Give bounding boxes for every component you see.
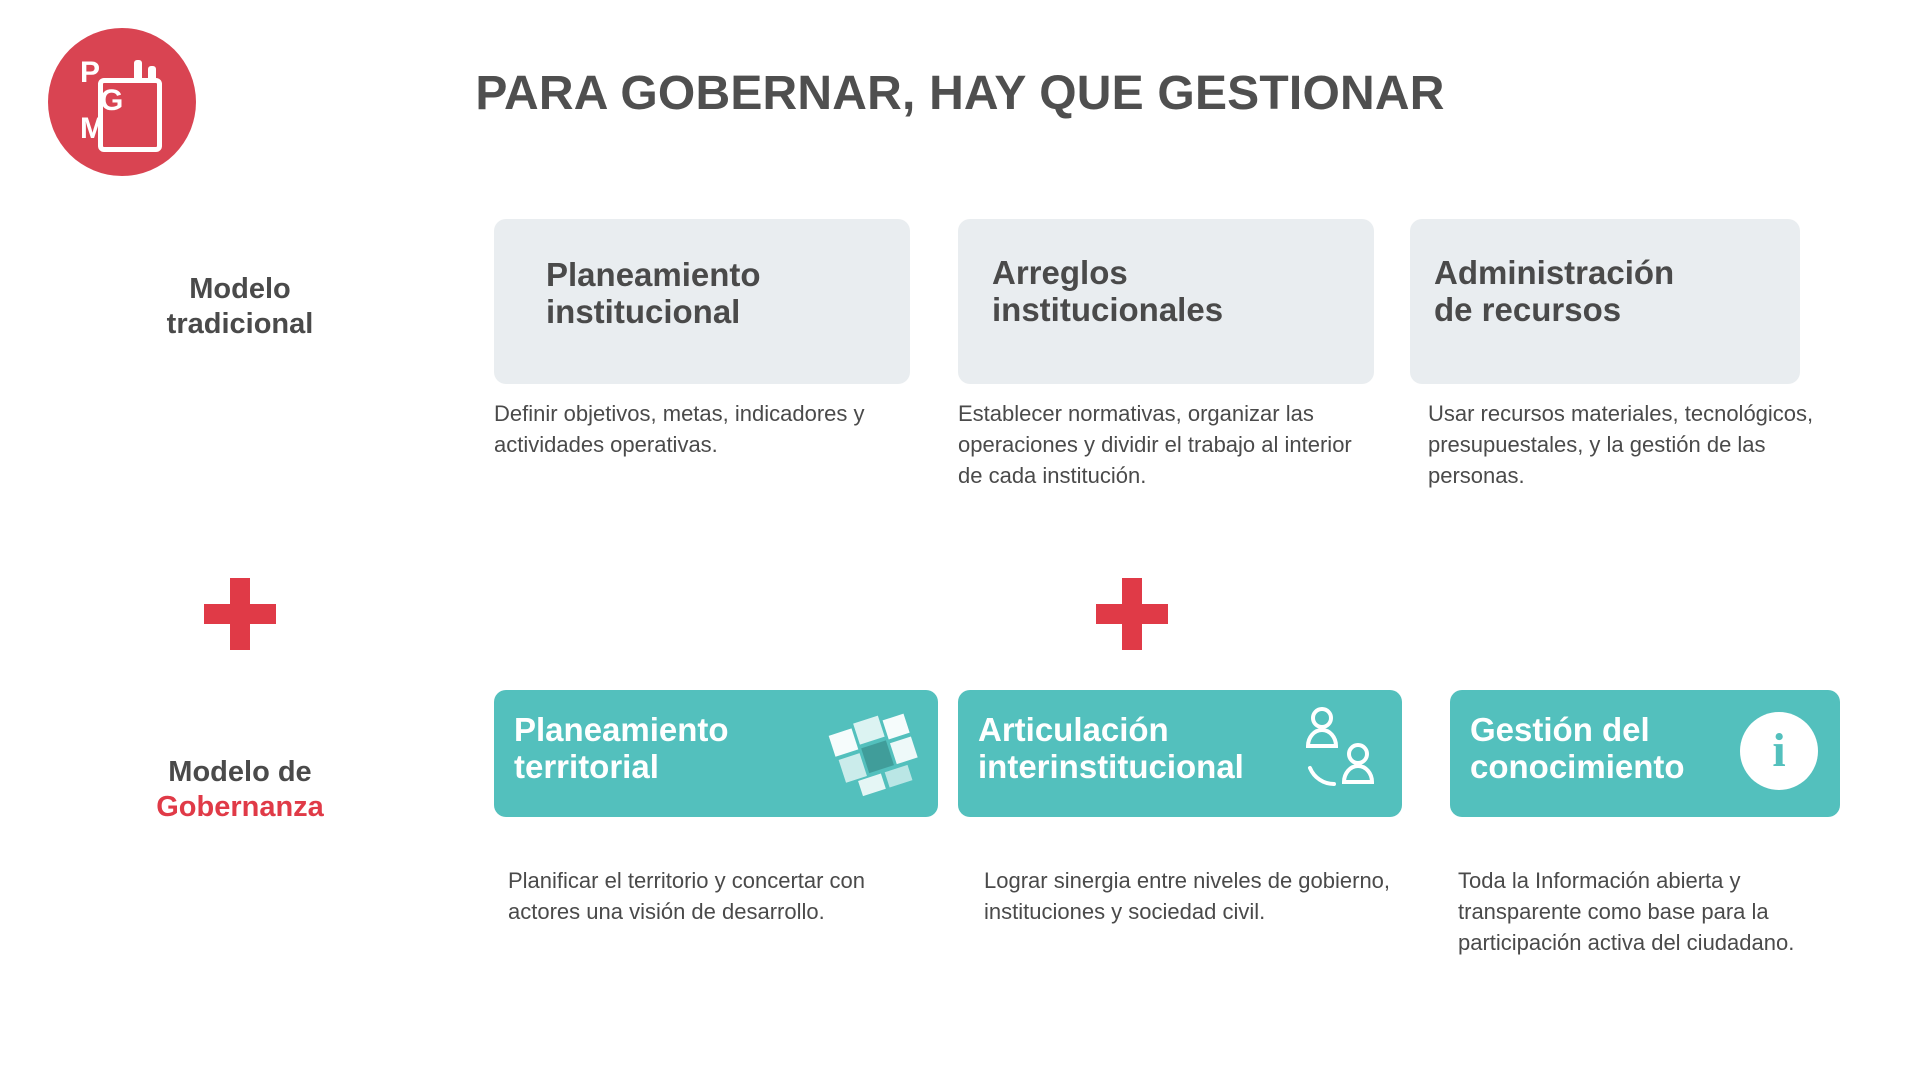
card-title-line1: Administración: [1434, 254, 1675, 291]
card-description-articulacion-interinstitucional: Lograr sinergia entre niveles de gobierno, instituciones y sociedad civil.: [984, 868, 1391, 925]
territory-map-icon: [828, 704, 924, 800]
card-title: [978, 712, 1244, 786]
card-title-line2: territorial: [514, 747, 659, 785]
info-glyph: i: [1772, 724, 1786, 777]
card-arreglos-institucionales[interactable]: [958, 219, 1374, 384]
card-description-gestion-del-conocimiento: Toda la Información abierta y transparente como base para la participación activa del ciudadano.: [1458, 868, 1795, 956]
logo-letter-m: M: [80, 112, 105, 145]
plus-icon-right: [1096, 578, 1168, 650]
card-title-line1: Planeamiento: [546, 256, 761, 293]
card-title-line2: institucionales: [992, 290, 1224, 328]
row-label-governance-model: [40, 755, 440, 826]
card-planeamiento-institucional[interactable]: [494, 219, 910, 384]
card-title-line2: institucional: [546, 292, 741, 330]
card-title: [1434, 255, 1674, 329]
plus-icon-left: [204, 578, 276, 650]
card-title-line1: Planeamiento: [514, 711, 729, 748]
card-description-planeamiento-territorial: Planificar el territorio y concertar con actores una visión de desarrollo.: [508, 868, 866, 925]
card-title-line1: Gestión del: [1470, 711, 1650, 748]
card-title-line2: interinstitucional: [978, 747, 1244, 785]
card-title-line1: Articulación: [978, 711, 1169, 748]
logo-letter-g: G: [100, 84, 124, 117]
row-label-line1: Modelo de: [168, 756, 312, 788]
card-title: [546, 257, 761, 331]
information-circle-icon: [1740, 712, 1818, 790]
card-articulacion-interinstitucional[interactable]: [958, 690, 1402, 817]
page-title: PARA GOBERNAR, HAY QUE GESTIONAR: [475, 67, 1445, 120]
logo-letter-p: P: [80, 56, 101, 89]
card-title-line2: conocimiento: [1470, 747, 1685, 785]
card-description-planeamiento-institucional: Definir objetivos, metas, indicadores y actividades operativas.: [494, 401, 865, 458]
people-group-icon: [1296, 702, 1388, 798]
card-description-administracion-de-recursos: Usar recursos materiales, tecnológicos, presupuestales, y la gestión de las personas.: [1428, 401, 1814, 489]
card-gestion-del-conocimiento[interactable]: [1450, 690, 1840, 817]
row-label-line2: Gobernanza: [156, 791, 324, 824]
card-title-line2: de recursos: [1434, 290, 1622, 328]
card-description-arreglos-institucionales: Establecer normativas, organizar las operaciones y dividir el trabajo al interior de cada institución.: [958, 401, 1352, 489]
row-label-traditional-model: [40, 272, 440, 343]
card-title: [1470, 712, 1685, 786]
card-administracion-de-recursos[interactable]: [1410, 219, 1800, 384]
row-label-line2: tradicional: [166, 308, 314, 341]
card-title-line1: Arreglos: [992, 254, 1128, 291]
row-label-line1: Modelo: [189, 273, 291, 305]
card-planeamiento-territorial[interactable]: [494, 690, 938, 817]
card-title: [514, 712, 729, 786]
card-title: [992, 255, 1223, 329]
